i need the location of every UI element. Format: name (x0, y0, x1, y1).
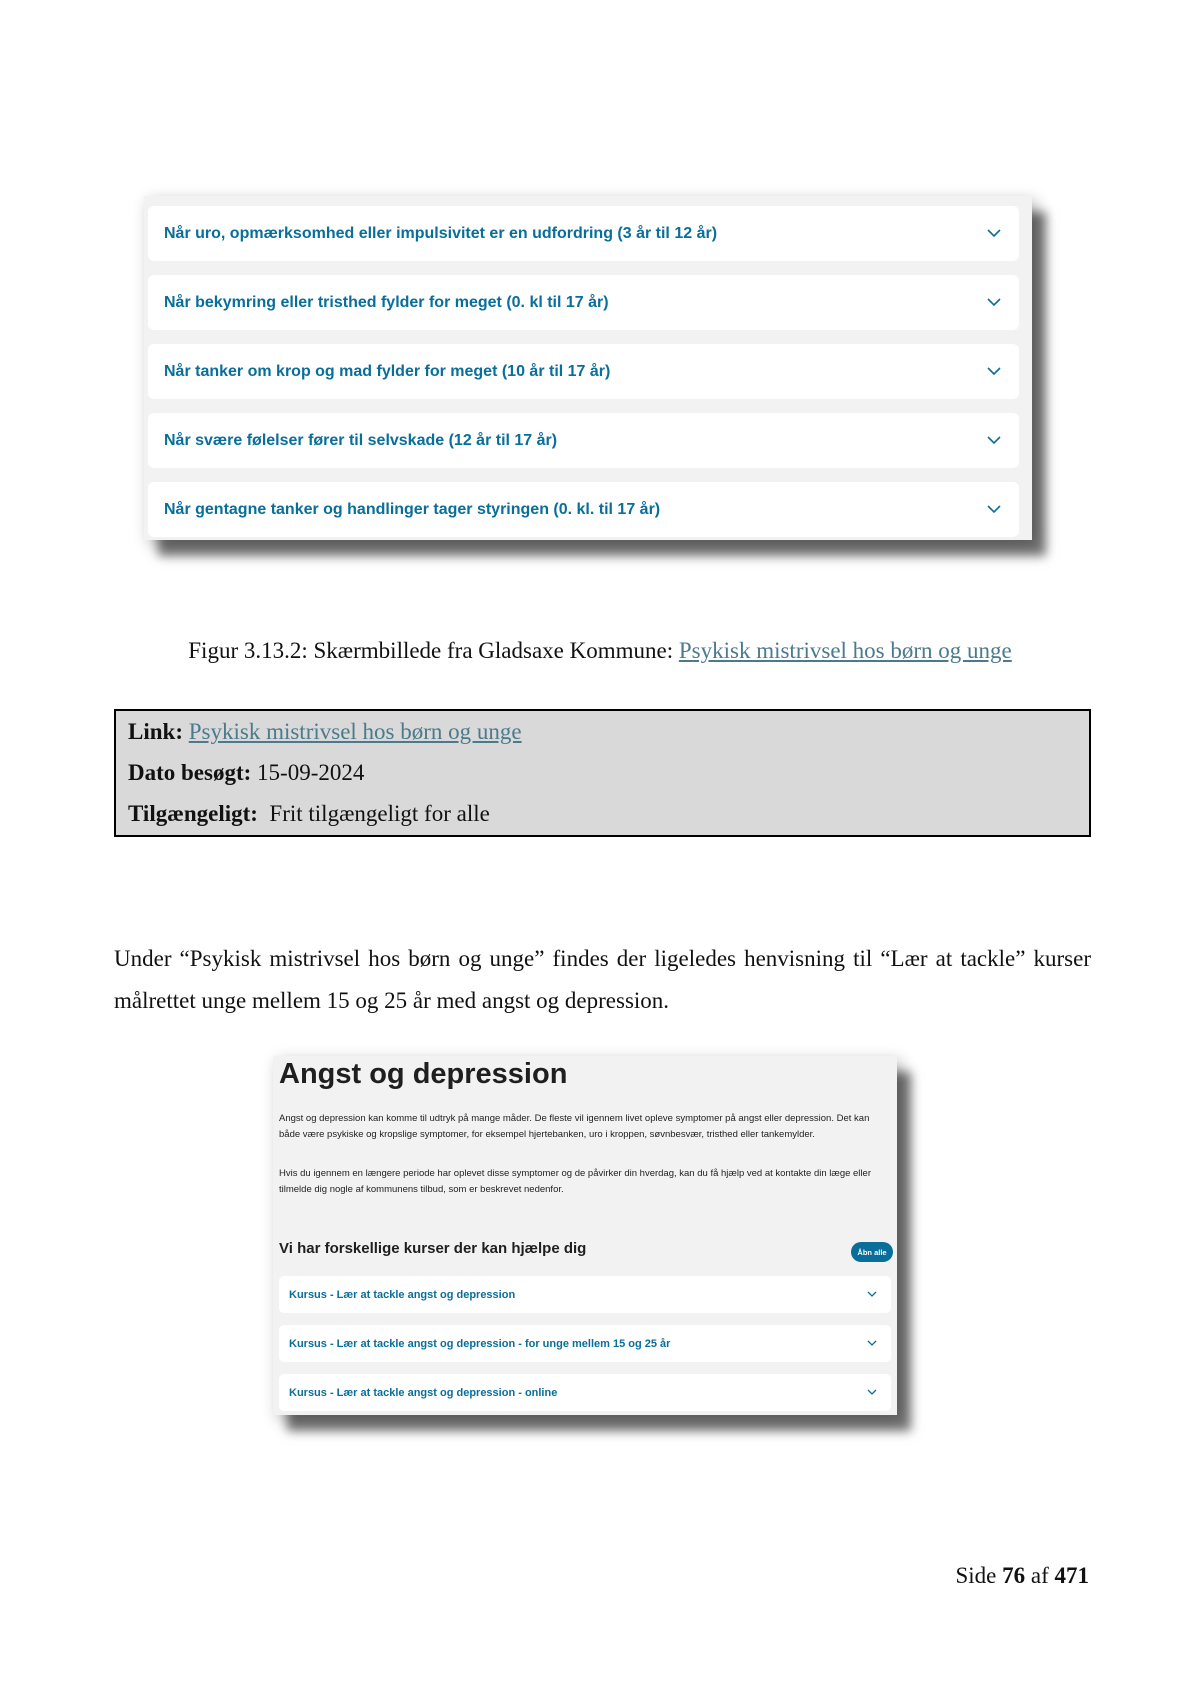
chevron-down-icon (985, 294, 1003, 312)
course-item-young[interactable] (279, 1325, 891, 1362)
source-link[interactable]: Psykisk mistrivsel hos børn og unge (188, 719, 522, 744)
chevron-down-icon (985, 501, 1003, 519)
accordion-item-label: Når svære følelser fører til selvskade (12 år til 17 år) (164, 431, 558, 449)
date-row (128, 752, 1077, 793)
chevron-down-icon (985, 225, 1003, 243)
screenshot-angst-og-depression (273, 1056, 897, 1415)
accordion-item-uro[interactable] (148, 206, 1019, 261)
accordion-item-label: Når uro, opmærksomhed eller impulsivitet er en udfordring (3 år til 12 år) (164, 224, 718, 242)
course-item-label: Kursus - Lær at tackle angst og depression (289, 1288, 516, 1301)
caption-text: Figur 3.13.2: Skærmbillede fra Gladsaxe Kommune: (188, 638, 679, 663)
access-label: Tilgængeligt: (128, 801, 258, 826)
accordion-item-label: Når bekymring eller tristhed fylder for meget (0. kl til 17 år) (164, 293, 609, 311)
page-title: Angst og depression (279, 1058, 568, 1090)
chevron-down-icon (863, 1286, 881, 1304)
page-of: af (1030, 1563, 1049, 1588)
caption-link[interactable]: Psykisk mistrivsel hos børn og unge (678, 638, 1012, 663)
courses-heading: Vi har forskellige kurser der kan hjælpe dig (279, 1240, 587, 1257)
chevron-down-icon (863, 1384, 881, 1402)
screenshot-accordion-list (144, 196, 1032, 540)
accordion-item-selvskade[interactable] (148, 413, 1019, 468)
course-item-label: Kursus - Lær at tackle angst og depression - online (289, 1386, 558, 1399)
open-all-button[interactable]: Åbn alle (851, 1242, 893, 1262)
access-row (128, 793, 1077, 834)
accordion-item-label: Når gentagne tanker og handlinger tager styringen (0. kl. til 17 år) (164, 500, 661, 518)
accordion-item-label: Når tanker om krop og mad fylder for meget (10 år til 17 år) (164, 362, 611, 380)
intro-paragraph: Angst og depression kan komme til udtryk på mange måder. De fleste vil igennem livet opleve symptomer på angst eller depression. Det kan både være psykiske og kropslige symptomer, for eksempel hjertebanken, uro i kroppen, søvnbesvær, tristhed eller tankemylder. (279, 1113, 870, 1140)
chevron-down-icon (985, 432, 1003, 450)
figure-caption (0, 638, 1200, 664)
current-page: 76 (1002, 1563, 1026, 1588)
date-label: Dato besøgt: (128, 760, 252, 785)
chevron-down-icon (863, 1335, 881, 1353)
access-value: Frit tilgængeligt for alle (269, 801, 490, 826)
link-row (128, 711, 1077, 752)
chevron-down-icon (985, 363, 1003, 381)
page-prefix: Side (955, 1563, 997, 1588)
course-item-general[interactable] (279, 1276, 891, 1313)
date-value: 15-09-2024 (257, 760, 365, 785)
link-label: Link: (128, 719, 183, 744)
help-paragraph: Hvis du igennem en længere periode har oplevet disse symptomer og de påvirker din hverdag, kan du få hjælp ved at kontakte din læge eller tilmelde dig nogle af kommunens tilbud, som er beskrevet nedenfor. (279, 1168, 871, 1195)
page-number (955, 1563, 1089, 1589)
course-item-online[interactable] (279, 1374, 891, 1411)
accordion-item-krop-og-mad[interactable] (148, 344, 1019, 399)
source-info-box (114, 709, 1091, 837)
accordion-item-gentagne-tanker[interactable] (148, 482, 1019, 537)
body-paragraph: Under “Psykisk mistrivsel hos børn og unge” findes der ligeledes henvisning til “Lær at tackle” kurser målrettet unge mellem 15 og 25 år med angst og depression. (114, 946, 1091, 1013)
course-item-label: Kursus - Lær at tackle angst og depression - for unge mellem 15 og 25 år (289, 1337, 671, 1350)
accordion-item-bekymring[interactable] (148, 275, 1019, 330)
total-pages: 471 (1054, 1563, 1089, 1588)
